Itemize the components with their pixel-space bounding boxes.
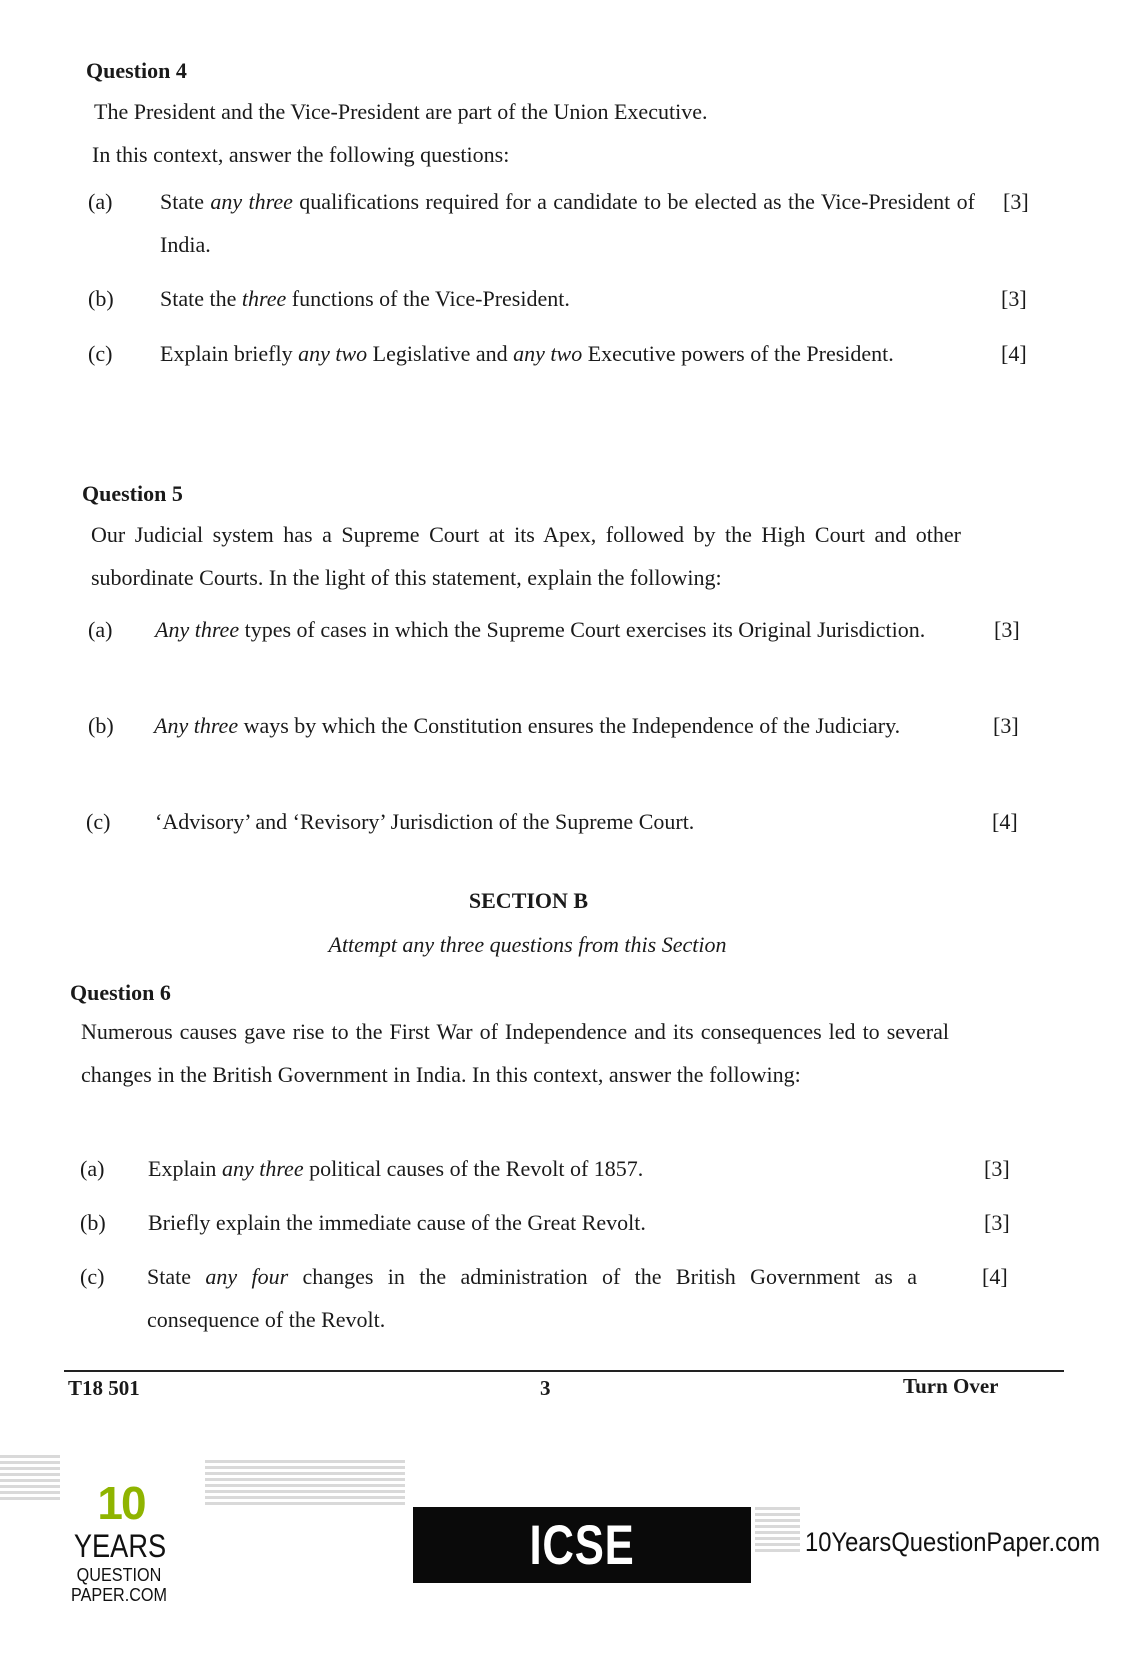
page-number: 3: [540, 1376, 551, 1400]
item-text: Any three ways by which the Constitution ensures the Independence of the Judiciary.: [154, 713, 901, 738]
question-5-intro: Our Judicial system has a Supreme Court at its Apex, followed by the High Court and other subordinate Courts. In the light of this statement, explain the following:: [91, 522, 961, 590]
item-marks: [3]: [984, 1210, 1010, 1235]
question-5-item-b: [88, 704, 1038, 790]
question-4-intro-1: The President and the Vice-President are part of the Union Executive.: [94, 99, 708, 124]
question-6-item-c: [80, 1255, 1030, 1341]
turn-over-note: Turn Over: [903, 1374, 999, 1398]
question-6-title: Question 6: [70, 980, 171, 1005]
question-5-item-c: [86, 800, 1036, 843]
item-text: State any three qualifications required for a candidate to be elected as the Vice-President of India.: [160, 189, 975, 257]
question-6-item-a: [80, 1147, 1030, 1190]
item-marks: [3]: [1003, 189, 1029, 214]
item-marks: [3]: [984, 1156, 1010, 1181]
banner-stripes-middle: [205, 1460, 405, 1514]
item-label: (b): [88, 286, 114, 311]
banner-stripes-right: [755, 1507, 800, 1561]
item-label: (a): [88, 189, 113, 214]
item-text: Briefly explain the immediate cause of the Great Revolt.: [148, 1210, 646, 1235]
item-text: State the three functions of the Vice-President.: [160, 286, 570, 311]
question-4-item-b: [88, 277, 1038, 320]
item-marks: [4]: [982, 1264, 1008, 1289]
item-text: Explain briefly any two Legislative and any two Executive powers of the President.: [160, 341, 894, 366]
footer-rule: [64, 1370, 1064, 1372]
item-label: (b): [80, 1210, 106, 1235]
item-text: Explain any three political causes of the Revolt of 1857.: [148, 1156, 644, 1181]
item-marks: [3]: [994, 617, 1020, 642]
question-4-title: Question 4: [86, 58, 187, 83]
logo-subtitle: QUESTION PAPER.COM: [70, 1565, 168, 1605]
question-4-item-c: [88, 332, 1038, 418]
item-text: State any four changes in the administration of the British Government as a consequence of the Revolt.: [147, 1264, 917, 1332]
item-text: Any three types of cases in which the Supreme Court exercises its Original Jurisdiction.: [155, 617, 926, 642]
logo-number: 10: [97, 1477, 145, 1529]
section-b-instruction: Attempt any three questions from this Section: [328, 932, 727, 957]
item-marks: [4]: [1001, 341, 1027, 366]
item-marks: [4]: [992, 809, 1018, 834]
item-text: ‘Advisory’ and ‘Revisory’ Jurisdiction of the Supreme Court.: [155, 809, 695, 834]
question-5-item-a: [88, 608, 1038, 694]
question-4-item-a: [88, 180, 1038, 266]
board-banner: [413, 1507, 751, 1652]
board-title: ICSE BOARD X: [478, 1513, 686, 1652]
item-label: (b): [88, 713, 114, 738]
item-label: (c): [86, 809, 111, 834]
question-5-title: Question 5: [82, 481, 183, 506]
item-label: (c): [88, 341, 113, 366]
question-6-item-b: [80, 1201, 1030, 1244]
section-b-heading: SECTION B: [468, 888, 589, 913]
question-6-intro: Numerous causes gave rise to the First War of Independence and its consequences led to several changes in the British Government in India. In this context, answer the following:: [81, 1019, 949, 1087]
item-label: (a): [80, 1156, 105, 1181]
site-link[interactable]: 10YearsQuestionPaper.com: [805, 1527, 1101, 1557]
item-label: (c): [80, 1264, 105, 1289]
paper-code: T18 501: [68, 1376, 140, 1400]
logo-years: YEARS: [73, 1528, 167, 1564]
question-4-intro-2: In this context, answer the following questions:: [92, 142, 510, 167]
banner-stripes-left: [0, 1455, 60, 1509]
item-marks: [3]: [1001, 286, 1027, 311]
item-marks: [3]: [993, 713, 1019, 738]
item-label: (a): [88, 617, 113, 642]
